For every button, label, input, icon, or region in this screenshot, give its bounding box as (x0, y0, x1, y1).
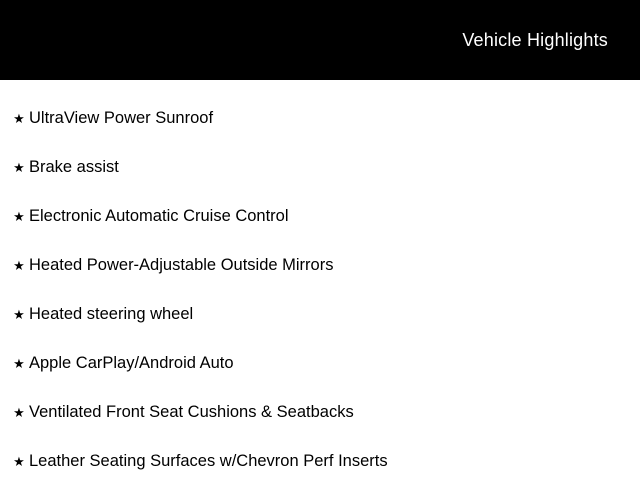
highlight-label: Apple CarPlay/Android Auto (29, 353, 234, 372)
vehicle-highlights-list (0, 80, 640, 486)
star-icon: ★ (13, 209, 25, 224)
list-item (0, 94, 640, 143)
list-item (0, 388, 640, 437)
highlight-label: Leather Seating Surfaces w/Chevron Perf Inserts (29, 451, 388, 470)
highlight-label: Heated Power-Adjustable Outside Mirrors (29, 255, 334, 274)
list-item (0, 437, 640, 486)
list-item (0, 241, 640, 290)
list-item (0, 192, 640, 241)
star-icon: ★ (13, 454, 25, 469)
star-icon: ★ (13, 160, 25, 175)
highlight-label: Ventilated Front Seat Cushions & Seatbacks (29, 402, 354, 421)
list-item (0, 143, 640, 192)
star-icon: ★ (13, 111, 25, 126)
highlight-label: Electronic Automatic Cruise Control (29, 206, 289, 225)
star-icon: ★ (13, 356, 25, 371)
star-icon: ★ (13, 307, 25, 322)
highlight-label: UltraView Power Sunroof (29, 108, 214, 127)
page-title: Vehicle Highlights (462, 30, 608, 50)
star-icon: ★ (13, 405, 25, 420)
header-bar (0, 0, 640, 80)
list-item (0, 290, 640, 339)
star-icon: ★ (13, 258, 25, 273)
list-item (0, 339, 640, 388)
highlight-label: Brake assist (29, 157, 119, 176)
highlight-label: Heated steering wheel (29, 304, 194, 323)
